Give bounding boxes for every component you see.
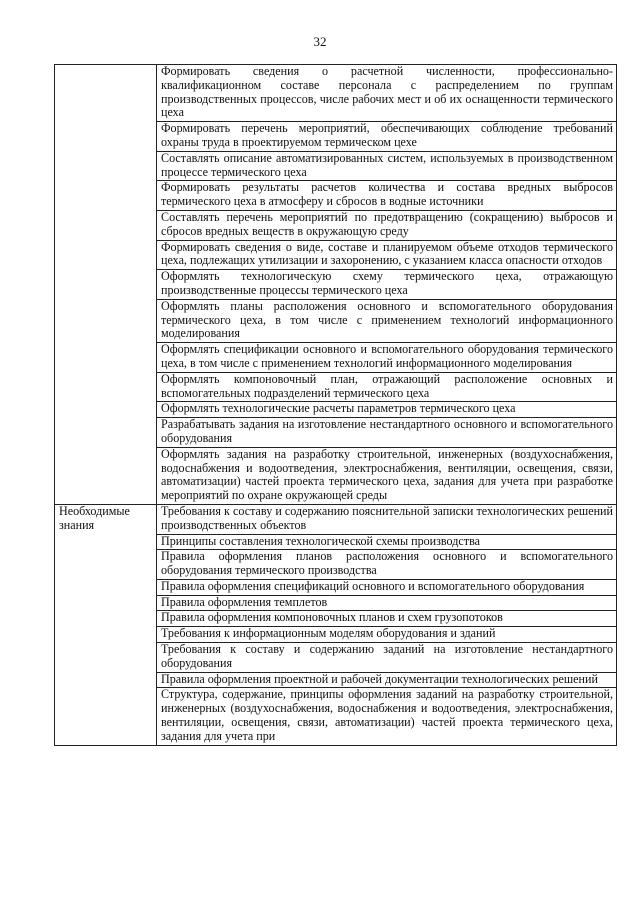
knowledge-item: Требования к составу и содержанию заданий на изготовление нестандартного оборудования xyxy=(157,643,617,673)
skill-item: Оформлять задания на разработку строительной, инженерных (воздухоснабжения, водоснабжения и водоотведения, электроснабжения, вентиляции, освещения, связи, автоматизации) частей проекта термического цеха, задания для учета при разработке мероприятий по охране окружающей среды xyxy=(157,447,617,504)
knowledge-item: Требования к информационным моделям оборудования и зданий xyxy=(157,627,617,643)
table-row xyxy=(55,65,617,122)
section-label-cell: Необходимые знания xyxy=(55,504,157,745)
knowledge-item: Требования к составу и содержанию пояснительной записки технологических решений производственных объектов xyxy=(157,504,617,534)
skill-item: Оформлять компоновочный план, отражающий расположение основных и вспомогательных подразделений термического цеха xyxy=(157,372,617,402)
page-number: 32 xyxy=(313,34,327,49)
knowledge-item: Правила оформления темплетов xyxy=(157,595,617,611)
knowledge-item: Принципы составления технологической схемы производства xyxy=(157,534,617,550)
section-label-cell xyxy=(55,65,157,505)
skill-item: Разрабатывать задания на изготовление нестандартного основного и вспомогательного оборудования xyxy=(157,418,617,448)
knowledge-item: Структура, содержание, принципы оформления заданий на разработку строительной, инженерных (воздухоснабжения, водоснабжения и водоотведения, электроснабжения, вентиляции, освещения, связи, автоматизации) частей проекта термического цеха, задания для учета при xyxy=(157,688,617,745)
skill-item: Оформлять спецификации основного и вспомогательного оборудования термического цеха, в том числе с применением технологий информационного моделирования xyxy=(157,343,617,373)
skill-item: Формировать результаты расчетов количества и состава вредных выбросов термического цеха в атмосферу и сбросов в водные источники xyxy=(157,181,617,211)
skill-item: Составлять описание автоматизированных систем, используемых в производственном процессе термического цеха xyxy=(157,151,617,181)
knowledge-item: Правила оформления спецификаций основного и вспомогательного оборудования xyxy=(157,579,617,595)
knowledge-item: Правила оформления планов расположения основного и вспомогательного оборудования термического производства xyxy=(157,550,617,580)
skill-item: Формировать сведения о виде, составе и планируемом объеме отходов термического цеха, подлежащих утилизации и захоронению, с указанием класса опасности отходов xyxy=(157,240,617,270)
table-row xyxy=(55,504,617,534)
skill-item: Формировать перечень мероприятий, обеспечивающих соблюдение требований охраны труда в проектируемом термическом цехе xyxy=(157,122,617,152)
knowledge-item: Правила оформления компоновочных планов и схем грузопотоков xyxy=(157,611,617,627)
knowledge-item: Правила оформления проектной и рабочей документации технологических решений xyxy=(157,672,617,688)
skill-item: Оформлять технологические расчеты параметров термического цеха xyxy=(157,402,617,418)
competency-table xyxy=(54,64,617,746)
skill-item: Оформлять планы расположения основного и вспомогательного оборудования термического цеха, в том числе с применением технологий информационного моделирования xyxy=(157,299,617,342)
skill-item: Составлять перечень мероприятий по предотвращению (сокращению) выбросов и сбросов вредных веществ в окружающую среду xyxy=(157,210,617,240)
skill-item: Формировать сведения о расчетной численности, профессионально-квалификационном составе персонала с распределением по группам производственных процессов, числе рабочих мест и об их оснащенности термического цеха xyxy=(157,65,617,122)
skill-item: Оформлять технологическую схему термического цеха, отражающую производственные процессы термического цеха xyxy=(157,270,617,300)
